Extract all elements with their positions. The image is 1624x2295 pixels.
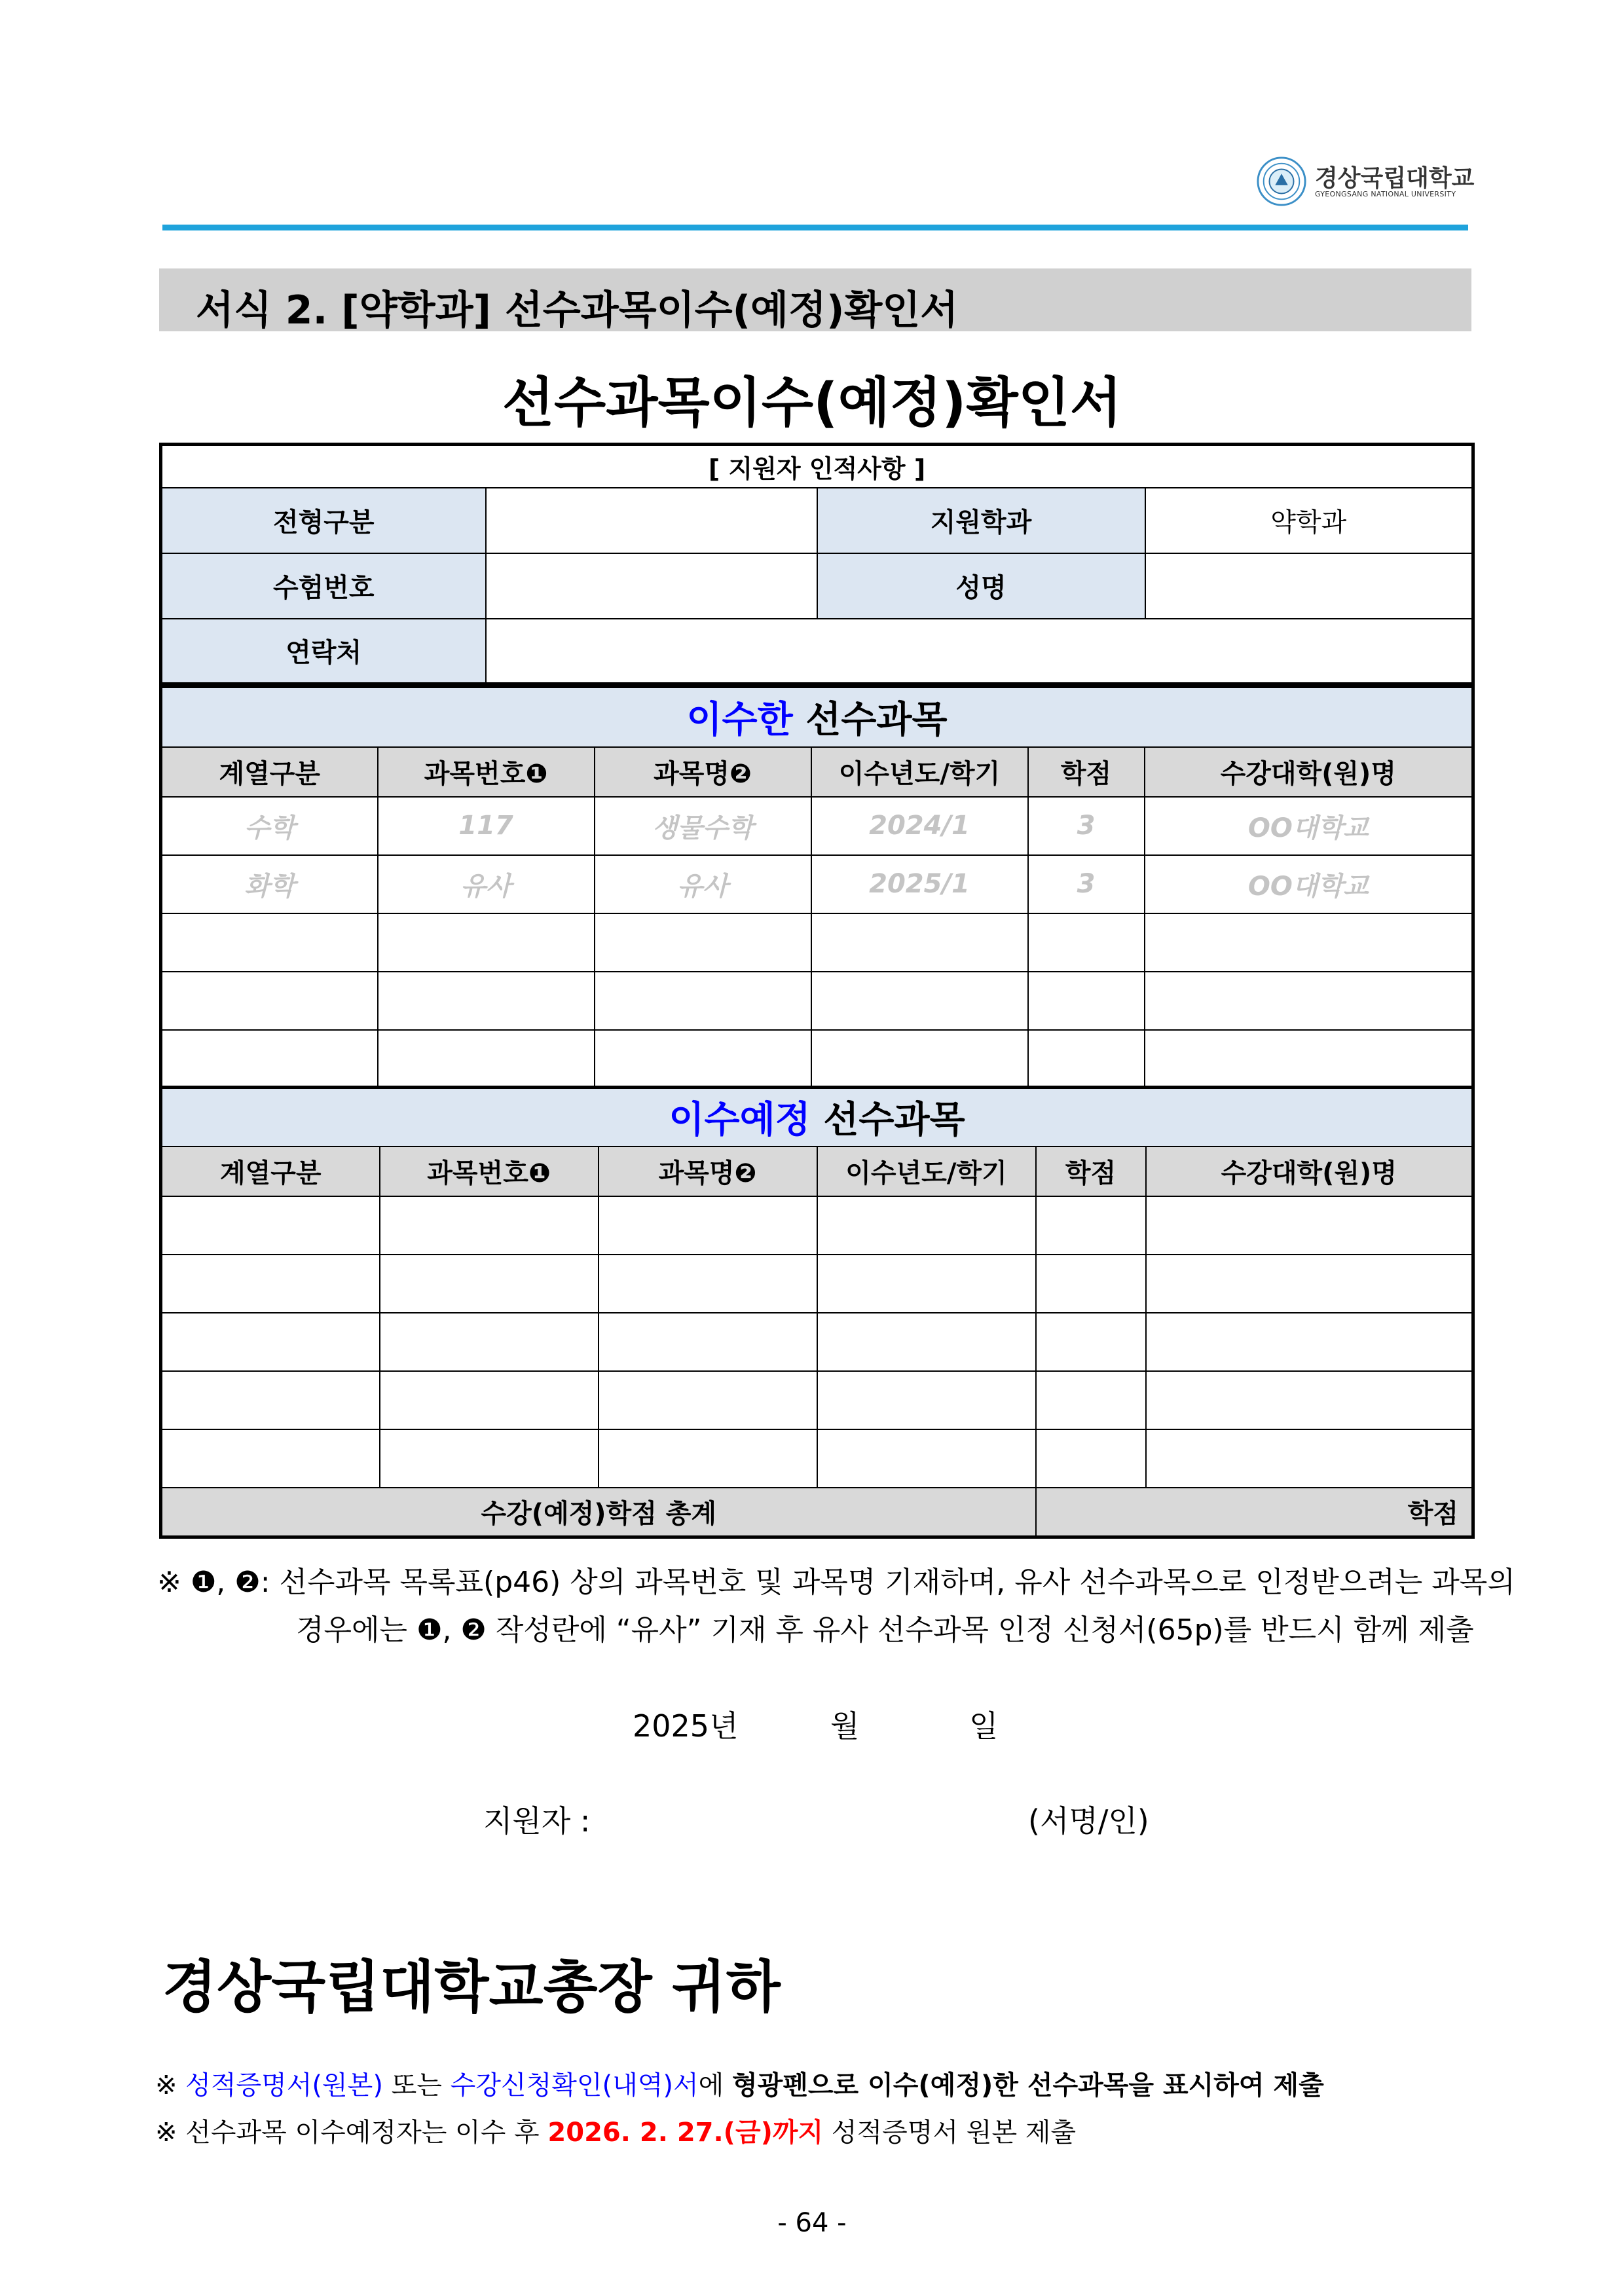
applicant-info-caption: [ 지원자 인적사항 ] xyxy=(161,445,1473,488)
table-cell[interactable] xyxy=(595,972,811,1030)
footnote-1-prefix: ※ xyxy=(155,2070,186,2101)
form-label-bar xyxy=(159,268,1471,331)
column-header: 과목번호❶ xyxy=(380,1147,599,1196)
column-header: 이수년도/학기 xyxy=(811,747,1028,797)
signature-line xyxy=(0,1797,1624,1837)
table-cell[interactable] xyxy=(817,1313,1036,1371)
completed-header-row xyxy=(161,747,1473,797)
signature-label: 지원자 : xyxy=(483,1803,591,1839)
form-label: 서식 2. [약학과] 선수과목이수(예정)확인서 xyxy=(196,287,959,333)
table-cell[interactable] xyxy=(161,1196,380,1255)
date-year[interactable]: 2025년 xyxy=(633,1708,739,1744)
table-cell[interactable] xyxy=(380,1313,599,1371)
department-field[interactable]: 약학과 xyxy=(1145,488,1473,553)
footnote-1 xyxy=(155,2065,1324,2102)
table-cell[interactable] xyxy=(1036,1196,1146,1255)
table-cell[interactable]: OO대학교 xyxy=(1145,855,1473,913)
table-cell[interactable] xyxy=(378,913,595,972)
planned-title-highlight: 이수예정 xyxy=(669,1099,811,1142)
signature-mark[interactable]: (서명/인) xyxy=(1028,1803,1149,1839)
header-divider xyxy=(162,225,1468,230)
table-cell[interactable] xyxy=(380,1255,599,1313)
table-cell[interactable] xyxy=(595,913,811,972)
date-line xyxy=(0,1702,1624,1742)
column-header: 과목명❷ xyxy=(595,747,811,797)
department-label: 지원학과 xyxy=(817,488,1145,553)
completed-courses-table xyxy=(159,685,1475,1090)
table-cell[interactable] xyxy=(1146,1371,1473,1429)
transcript-original: 성적증명서(원본) xyxy=(185,2070,383,2101)
completed-title-highlight: 이수한 xyxy=(686,699,793,742)
total-credits-field[interactable]: 학점 xyxy=(1036,1488,1473,1537)
table-cell[interactable] xyxy=(811,972,1028,1030)
exam-number-label: 수험번호 xyxy=(161,553,486,619)
admission-type-field[interactable] xyxy=(486,488,817,553)
table-cell[interactable] xyxy=(380,1371,599,1429)
table-cell[interactable]: 유사 xyxy=(595,855,811,913)
table-cell[interactable] xyxy=(1036,1255,1146,1313)
course-registration-confirmation: 수강신청확인(내역)서 xyxy=(450,2070,699,2101)
total-label: 수강(예정)학점 총계 xyxy=(161,1488,1036,1537)
footnote-2-prefix: ※ 선수과목 이수예정자는 이수 후 xyxy=(155,2118,548,2148)
column-header: 계열구분 xyxy=(161,1147,380,1196)
table-cell[interactable] xyxy=(1036,1371,1146,1429)
table-cell[interactable] xyxy=(380,1196,599,1255)
table-row xyxy=(161,855,1473,913)
table-cell[interactable] xyxy=(378,972,595,1030)
table-cell[interactable] xyxy=(161,913,378,972)
planned-title-rest: 선수과목 xyxy=(823,1099,965,1142)
table-cell[interactable] xyxy=(1036,1313,1146,1371)
footnote-2 xyxy=(155,2112,1076,2149)
column-header: 과목번호❶ xyxy=(378,747,595,797)
footnote-1-instruction: 형광펜으로 이수(예정)한 선수과목을 표시하여 제출 xyxy=(732,2070,1324,2101)
table-row xyxy=(161,972,1473,1030)
footnote-1-mid: 에 xyxy=(698,2070,732,2101)
table-row xyxy=(161,1030,1473,1088)
table-cell[interactable] xyxy=(1146,1196,1473,1255)
table-cell[interactable]: 유사 xyxy=(378,855,595,913)
planned-section-title xyxy=(161,1088,1473,1147)
footnote-1-or: 또는 xyxy=(382,2070,451,2101)
planned-header-row xyxy=(161,1147,1473,1196)
table-cell[interactable] xyxy=(380,1429,599,1488)
table-row xyxy=(161,1313,1473,1371)
table-cell[interactable] xyxy=(811,1030,1028,1088)
admission-type-label: 전형구분 xyxy=(161,488,486,553)
university-logo xyxy=(1256,156,1479,208)
university-name: 경상국립대학교 xyxy=(1315,165,1475,192)
table-cell[interactable] xyxy=(1028,1030,1145,1088)
contact-field[interactable] xyxy=(486,619,1473,684)
table-cell[interactable] xyxy=(1145,972,1473,1030)
column-header: 계열구분 xyxy=(161,747,378,797)
column-header: 과목명❷ xyxy=(599,1147,817,1196)
completed-title-rest: 선수과목 xyxy=(805,699,948,742)
table-row xyxy=(161,1255,1473,1313)
table-cell[interactable] xyxy=(817,1429,1036,1488)
document-title: 선수과목이수(예정)확인서 xyxy=(502,372,1122,434)
table-cell[interactable] xyxy=(1028,972,1145,1030)
table-cell[interactable] xyxy=(1145,1030,1473,1088)
table-cell[interactable] xyxy=(1036,1429,1146,1488)
date-month[interactable]: 월 xyxy=(830,1708,860,1744)
table-cell[interactable]: 화학 xyxy=(161,855,378,913)
table-row xyxy=(161,913,1473,972)
table-cell[interactable] xyxy=(599,1313,817,1371)
table-cell[interactable] xyxy=(817,1371,1036,1429)
table-cell[interactable]: 생물수학 xyxy=(595,797,811,855)
table-row xyxy=(161,1429,1473,1488)
note-line-1: ※ ❶, ❷: 선수과목 목록표(p46) 상의 과목번호 및 과목명 기재하며, 유사 선수과목으로 인정받으려는 과목의 xyxy=(157,1566,1515,1599)
completed-section-title xyxy=(161,687,1473,747)
note-line-2: 경우에는 ❶, ❷ 작성란에 “유사” 기재 후 유사 선수과목 인정 신청서(65p)를 반드시 함께 제출 xyxy=(296,1613,1474,1647)
table-cell[interactable] xyxy=(161,972,378,1030)
table-cell[interactable] xyxy=(595,1030,811,1088)
table-cell[interactable] xyxy=(1028,913,1145,972)
column-header: 학점 xyxy=(1028,747,1145,797)
date-day[interactable]: 일 xyxy=(969,1708,999,1744)
table-row xyxy=(161,797,1473,855)
university-english-name: GYEONGSANG NATIONAL UNIVERSITY xyxy=(1315,190,1456,198)
table-cell[interactable]: 수학 xyxy=(161,797,378,855)
name-label: 성명 xyxy=(817,553,1145,619)
column-header: 학점 xyxy=(1036,1147,1146,1196)
table-cell[interactable] xyxy=(161,1313,380,1371)
table-cell[interactable] xyxy=(1146,1313,1473,1371)
recipient: 경상국립대학교총장 귀하 xyxy=(162,1955,781,2020)
table-cell[interactable] xyxy=(599,1255,817,1313)
table-cell[interactable] xyxy=(161,1255,380,1313)
contact-label: 연락처 xyxy=(161,619,486,684)
table-cell[interactable] xyxy=(161,1371,380,1429)
table-cell[interactable]: 117 xyxy=(378,797,595,855)
table-cell[interactable] xyxy=(817,1255,1036,1313)
table-cell[interactable]: 2024/1 xyxy=(811,797,1028,855)
table-cell[interactable] xyxy=(1146,1429,1473,1488)
table-cell[interactable] xyxy=(811,913,1028,972)
exam-number-field[interactable] xyxy=(486,553,817,619)
column-header: 수강대학(원)명 xyxy=(1145,747,1473,797)
column-header: 수강대학(원)명 xyxy=(1146,1147,1473,1196)
table-cell[interactable] xyxy=(1145,913,1473,972)
table-cell[interactable] xyxy=(599,1196,817,1255)
table-cell[interactable]: OO대학교 xyxy=(1145,797,1473,855)
name-field[interactable] xyxy=(1145,553,1473,619)
table-cell[interactable] xyxy=(378,1030,595,1088)
table-cell[interactable] xyxy=(161,1429,380,1488)
table-cell[interactable] xyxy=(161,1030,378,1088)
table-cell[interactable]: 3 xyxy=(1028,797,1145,855)
total-row xyxy=(161,1488,1473,1537)
applicant-info-table xyxy=(159,443,1475,686)
table-cell[interactable]: 3 xyxy=(1028,855,1145,913)
footnote-2-suffix: 성적증명서 원본 제출 xyxy=(823,2118,1077,2148)
table-cell[interactable] xyxy=(599,1429,817,1488)
planned-courses-table xyxy=(159,1086,1475,1539)
university-seal-icon xyxy=(1256,156,1307,207)
submission-deadline: 2026. 2. 27.(금)까지 xyxy=(547,2118,824,2148)
table-cell[interactable] xyxy=(817,1196,1036,1255)
table-cell[interactable]: 2025/1 xyxy=(811,855,1028,913)
column-header: 이수년도/학기 xyxy=(817,1147,1036,1196)
table-cell[interactable] xyxy=(599,1371,817,1429)
table-cell[interactable] xyxy=(1146,1255,1473,1313)
table-row xyxy=(161,1196,1473,1255)
table-row xyxy=(161,1371,1473,1429)
page-number: - 64 - xyxy=(777,2208,847,2238)
